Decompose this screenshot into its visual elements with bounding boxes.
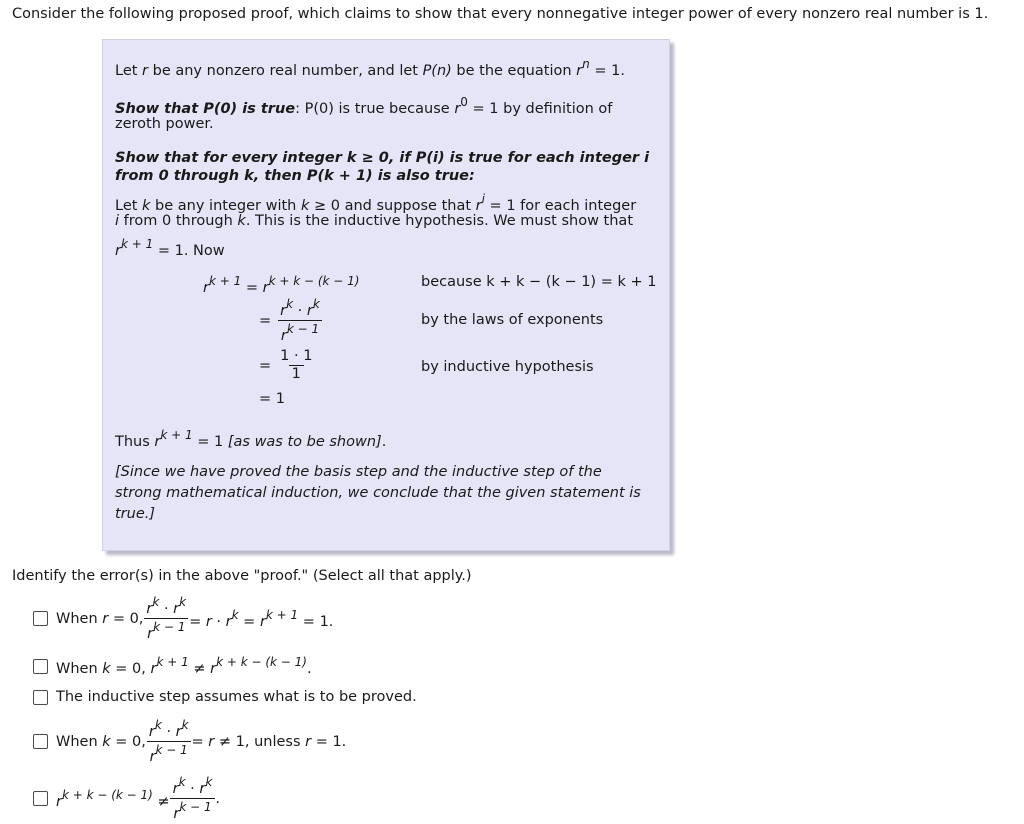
derivation-step-2: = $\frac{r^k \cdot r^k}{r^{k - 1}}$ xyxy=(259,296,323,345)
conclusion-2: strong mathematical induction, we conclude that the given statement is xyxy=(115,485,641,501)
option-5[interactable] xyxy=(33,774,220,823)
inductive-hyp-line-1: Let k be any integer with k ≥ 0 and suppose that $r^i = 1$ for each integer xyxy=(115,192,637,214)
inductive-hyp-line-2: i from 0 through k. This is the inductive hypothesis. We must show that xyxy=(115,213,634,229)
option-5-label: $r^{k + k - (k - 1)}$ ≠ xyxy=(56,787,170,810)
question-prompt: Identify the error(s) in the above "proof." (Select all that apply.) xyxy=(12,568,472,584)
option-1[interactable] xyxy=(33,594,333,643)
basis-step-line: Show that P(0) is true: P(0) is true because $r^0 = 1$ by definition of xyxy=(115,95,613,117)
proof-setup-line: Let r be any nonzero real number, and let P(n) be the equation $r^n = 1$. xyxy=(115,57,625,79)
inductive-hyp-line-3: $r^{k + 1} = 1$. Now xyxy=(115,237,225,259)
option-4[interactable] xyxy=(33,717,346,766)
basis-step-line-2: zeroth power. xyxy=(115,116,214,132)
derivation-lhs: $r^{k + 1} = r^{k + k - (k - 1)}$ xyxy=(203,274,360,296)
inductive-heading-1: Show that for every integer k ≥ 0, if P(i) is true for each integer i xyxy=(115,150,650,166)
option-4-label: When k = 0, xyxy=(56,733,146,750)
problem-intro: Consider the following proposed proof, which claims to show that every nonnegative integer power of every nonzero real number is 1. xyxy=(12,6,989,22)
option-3-checkbox[interactable] xyxy=(33,690,48,705)
option-2-label: When k = 0, $r^{k + 1} \ne r^{k + k - (k - 1)}$. xyxy=(56,655,312,677)
inductive-heading-2: from 0 through k, then P(k + 1) is also true: xyxy=(115,168,475,184)
conclusion-3: true.] xyxy=(115,506,156,522)
option-4-checkbox[interactable] xyxy=(33,734,48,749)
option-1-label: When r = 0, xyxy=(56,610,144,627)
option-2[interactable] xyxy=(33,655,312,677)
derivation-step-3: = $\frac{1 \cdot 1}{1}$ xyxy=(259,348,313,382)
option-5-checkbox[interactable] xyxy=(33,791,48,806)
option-1-fraction: $\frac{r^k \cdot r^k}{r^{k - 1}}$ xyxy=(143,594,189,643)
option-5-fraction: $\frac{r^k \cdot r^k}{r^{k - 1}}$ xyxy=(170,774,216,823)
option-5-end: . xyxy=(215,790,220,807)
conclusion-1: [Since we have proved the basis step and the inductive step of the xyxy=(115,464,602,480)
thus-line: Thus $r^{k + 1} = 1$ [as was to be shown]. xyxy=(115,428,387,450)
option-3-label: The inductive step assumes what is to be proved. xyxy=(56,689,417,705)
option-3[interactable] xyxy=(33,689,417,705)
reason-2: by the laws of exponents xyxy=(421,312,604,328)
derivation-step-4: = 1 xyxy=(259,391,285,407)
reason-1: because k + k − (k − 1) = k + 1 xyxy=(421,274,657,290)
option-1-tail: = $r \cdot r^k = r^{k + 1} = 1$. xyxy=(189,607,334,630)
option-4-fraction: $\frac{r^k \cdot r^k}{r^{k - 1}}$ xyxy=(146,717,192,766)
proof-box xyxy=(102,39,670,551)
option-2-checkbox[interactable] xyxy=(33,659,48,674)
option-4-tail: = r ≠ 1, unless r = 1. xyxy=(191,733,347,750)
reason-3: by inductive hypothesis xyxy=(421,359,594,375)
option-1-checkbox[interactable] xyxy=(33,611,48,626)
